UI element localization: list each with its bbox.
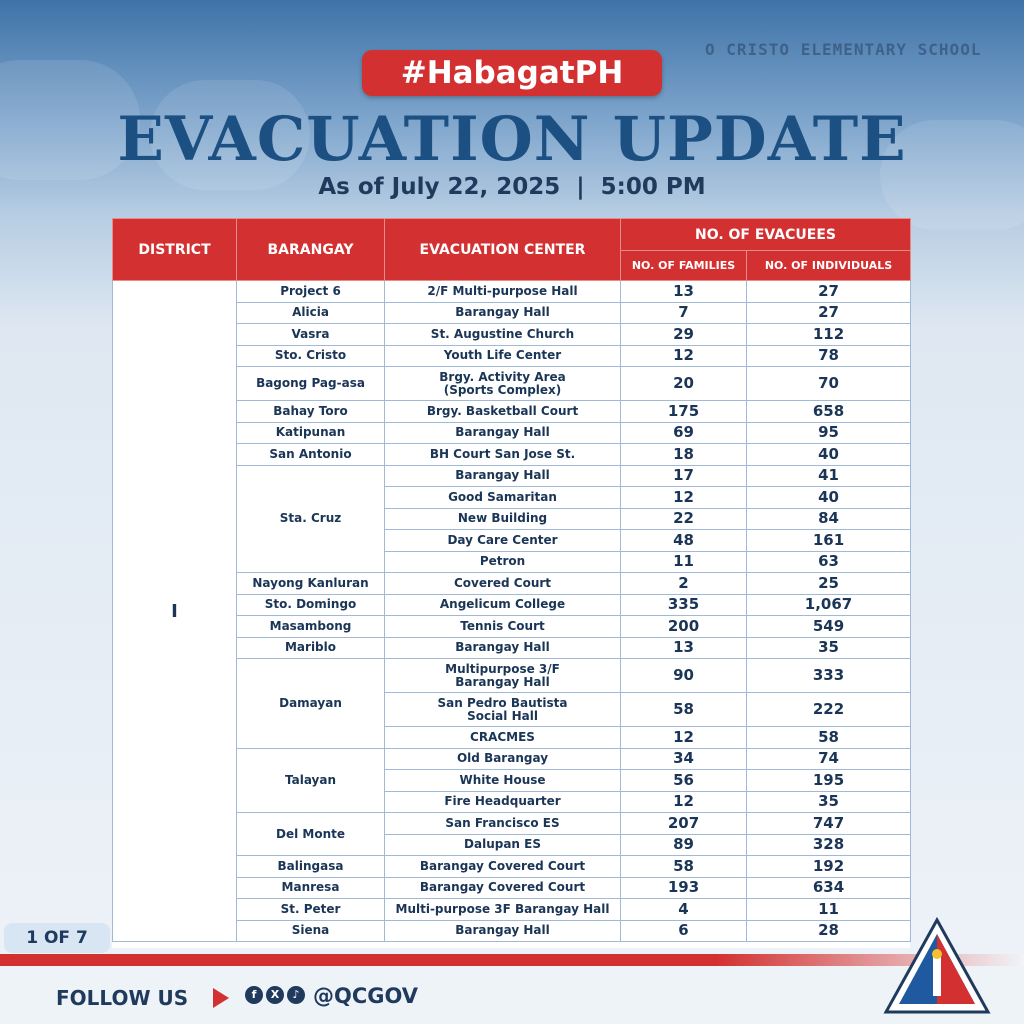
- evacuation-center-cell: San Francisco ES: [385, 813, 621, 835]
- individuals-cell: 74: [747, 748, 911, 770]
- evacuation-center-cell: Barangay Hall: [385, 302, 621, 324]
- evacuation-center-cell: Barangay Covered Court: [385, 877, 621, 899]
- families-cell: 34: [621, 748, 747, 770]
- families-cell: 18: [621, 444, 747, 466]
- families-cell: 69: [621, 422, 747, 444]
- evacuation-center-cell: Barangay Hall: [385, 920, 621, 942]
- barangay-cell: Masambong: [237, 616, 385, 638]
- individuals-cell: 84: [747, 508, 911, 530]
- evacuation-center-cell: Barangay Hall: [385, 637, 621, 659]
- evacuation-center-cell: Brgy. Basketball Court: [385, 401, 621, 423]
- evacuation-center-cell: Barangay Hall: [385, 465, 621, 487]
- individuals-cell: 27: [747, 281, 911, 303]
- families-cell: 2: [621, 573, 747, 595]
- individuals-cell: 25: [747, 573, 911, 595]
- individuals-cell: 35: [747, 637, 911, 659]
- evacuation-center-cell: Multipurpose 3/F Barangay Hall: [385, 659, 621, 693]
- hashtag-badge: #HabagatPH: [362, 50, 662, 96]
- individuals-cell: 161: [747, 530, 911, 552]
- barangay-cell: Nayong Kanluran: [237, 573, 385, 595]
- seal-tower: [933, 956, 941, 996]
- header-barangay: BARANGAY: [237, 219, 385, 281]
- tiktok-icon[interactable]: ♪: [287, 986, 305, 1004]
- families-cell: 29: [621, 324, 747, 346]
- individuals-cell: 58: [747, 727, 911, 749]
- barangay-cell: San Antonio: [237, 444, 385, 466]
- individuals-cell: 192: [747, 856, 911, 878]
- table-body: [113, 281, 911, 942]
- school-sign: O CRISTO ELEMENTARY SCHOOL: [705, 40, 982, 59]
- individuals-cell: 222: [747, 693, 911, 727]
- evacuation-center-cell: Multi-purpose 3F Barangay Hall: [385, 899, 621, 921]
- families-cell: 335: [621, 594, 747, 616]
- barangay-cell: Mariblo: [237, 637, 385, 659]
- individuals-cell: 40: [747, 444, 911, 466]
- families-cell: 90: [621, 659, 747, 693]
- barangay-cell: Talayan: [237, 748, 385, 813]
- barangay-cell: Sto. Cristo: [237, 345, 385, 367]
- evacuation-center-cell: New Building: [385, 508, 621, 530]
- individuals-cell: 634: [747, 877, 911, 899]
- barangay-cell: Balingasa: [237, 856, 385, 878]
- families-cell: 58: [621, 856, 747, 878]
- families-cell: 12: [621, 345, 747, 367]
- table-row: [113, 281, 911, 303]
- barangay-cell: Manresa: [237, 877, 385, 899]
- social-handle[interactable]: @QCGOV: [313, 984, 419, 1008]
- families-cell: 12: [621, 727, 747, 749]
- families-cell: 6: [621, 920, 747, 942]
- district-cell: I: [113, 281, 237, 942]
- evacuation-center-cell: BH Court San Jose St.: [385, 444, 621, 466]
- evacuation-center-cell: CRACMES: [385, 727, 621, 749]
- barangay-cell: Bagong Pag-asa: [237, 367, 385, 401]
- footer: [0, 966, 1024, 1024]
- quezon-city-seal: [882, 916, 992, 1016]
- individuals-cell: 11: [747, 899, 911, 921]
- families-cell: 12: [621, 791, 747, 813]
- individuals-cell: 27: [747, 302, 911, 324]
- families-cell: 56: [621, 770, 747, 792]
- families-cell: 13: [621, 281, 747, 303]
- individuals-cell: 28: [747, 920, 911, 942]
- individuals-cell: 333: [747, 659, 911, 693]
- evacuation-center-cell: San Pedro Bautista Social Hall: [385, 693, 621, 727]
- individuals-cell: 78: [747, 345, 911, 367]
- barangay-cell: Sto. Domingo: [237, 594, 385, 616]
- individuals-cell: 63: [747, 551, 911, 573]
- page-indicator: 1 OF 7: [4, 923, 110, 953]
- evacuation-center-cell: Old Barangay: [385, 748, 621, 770]
- individuals-cell: 95: [747, 422, 911, 444]
- families-cell: 175: [621, 401, 747, 423]
- barangay-cell: Del Monte: [237, 813, 385, 856]
- header-evacuation-center: EVACUATION CENTER: [385, 219, 621, 281]
- individuals-cell: 195: [747, 770, 911, 792]
- barangay-cell: Vasra: [237, 324, 385, 346]
- as-of-timestamp: As of July 22, 2025 | 5:00 PM: [318, 174, 706, 200]
- families-cell: 12: [621, 487, 747, 509]
- evacuation-table: [112, 218, 911, 942]
- barangay-cell: Katipunan: [237, 422, 385, 444]
- page-title: EVACUATION UPDATE: [117, 104, 907, 175]
- evacuation-center-cell: Angelicum College: [385, 594, 621, 616]
- header-no-of-individuals: NO. OF INDIVIDUALS: [747, 251, 911, 281]
- individuals-cell: 112: [747, 324, 911, 346]
- families-cell: 48: [621, 530, 747, 552]
- barangay-cell: St. Peter: [237, 899, 385, 921]
- seal-sun: [932, 949, 942, 959]
- barangay-cell: Project 6: [237, 281, 385, 303]
- families-cell: 58: [621, 693, 747, 727]
- evacuation-center-cell: Covered Court: [385, 573, 621, 595]
- evacuation-center-cell: Fire Headquarter: [385, 791, 621, 813]
- header-no-of-evacuees: NO. OF EVACUEES: [621, 219, 911, 251]
- footer-red-bar: [0, 954, 1024, 966]
- header-no-of-families: NO. OF FAMILIES: [621, 251, 747, 281]
- evacuation-center-cell: Day Care Center: [385, 530, 621, 552]
- evacuation-center-cell: 2/F Multi-purpose Hall: [385, 281, 621, 303]
- families-cell: 17: [621, 465, 747, 487]
- facebook-icon[interactable]: f: [245, 986, 263, 1004]
- families-cell: 89: [621, 834, 747, 856]
- follow-us-label: FOLLOW US: [56, 986, 189, 1010]
- evacuation-center-cell: Brgy. Activity Area (Sports Complex): [385, 367, 621, 401]
- evacuation-center-cell: Petron: [385, 551, 621, 573]
- individuals-cell: 549: [747, 616, 911, 638]
- evacuation-center-cell: White House: [385, 770, 621, 792]
- families-cell: 7: [621, 302, 747, 324]
- evacuation-center-cell: Tennis Court: [385, 616, 621, 638]
- evacuation-center-cell: Good Samaritan: [385, 487, 621, 509]
- barangay-cell: Damayan: [237, 659, 385, 749]
- barangay-cell: Sta. Cruz: [237, 465, 385, 573]
- individuals-cell: 747: [747, 813, 911, 835]
- individuals-cell: 70: [747, 367, 911, 401]
- evacuation-center-cell: Barangay Covered Court: [385, 856, 621, 878]
- families-cell: 11: [621, 551, 747, 573]
- individuals-cell: 658: [747, 401, 911, 423]
- evacuation-table-container: [112, 218, 910, 948]
- barangay-cell: Siena: [237, 920, 385, 942]
- evacuation-center-cell: Dalupan ES: [385, 834, 621, 856]
- evacuation-center-cell: St. Augustine Church: [385, 324, 621, 346]
- barangay-cell: Bahay Toro: [237, 401, 385, 423]
- play-arrow-icon: [213, 988, 229, 1008]
- families-cell: 4: [621, 899, 747, 921]
- families-cell: 200: [621, 616, 747, 638]
- individuals-cell: 40: [747, 487, 911, 509]
- x-icon[interactable]: X: [266, 986, 284, 1004]
- barangay-cell: Alicia: [237, 302, 385, 324]
- families-cell: 22: [621, 508, 747, 530]
- families-cell: 20: [621, 367, 747, 401]
- families-cell: 13: [621, 637, 747, 659]
- individuals-cell: 35: [747, 791, 911, 813]
- evacuation-center-cell: Youth Life Center: [385, 345, 621, 367]
- individuals-cell: 328: [747, 834, 911, 856]
- families-cell: 207: [621, 813, 747, 835]
- individuals-cell: 1,067: [747, 594, 911, 616]
- individuals-cell: 41: [747, 465, 911, 487]
- evacuation-center-cell: Barangay Hall: [385, 422, 621, 444]
- header-district: DISTRICT: [113, 219, 237, 281]
- families-cell: 193: [621, 877, 747, 899]
